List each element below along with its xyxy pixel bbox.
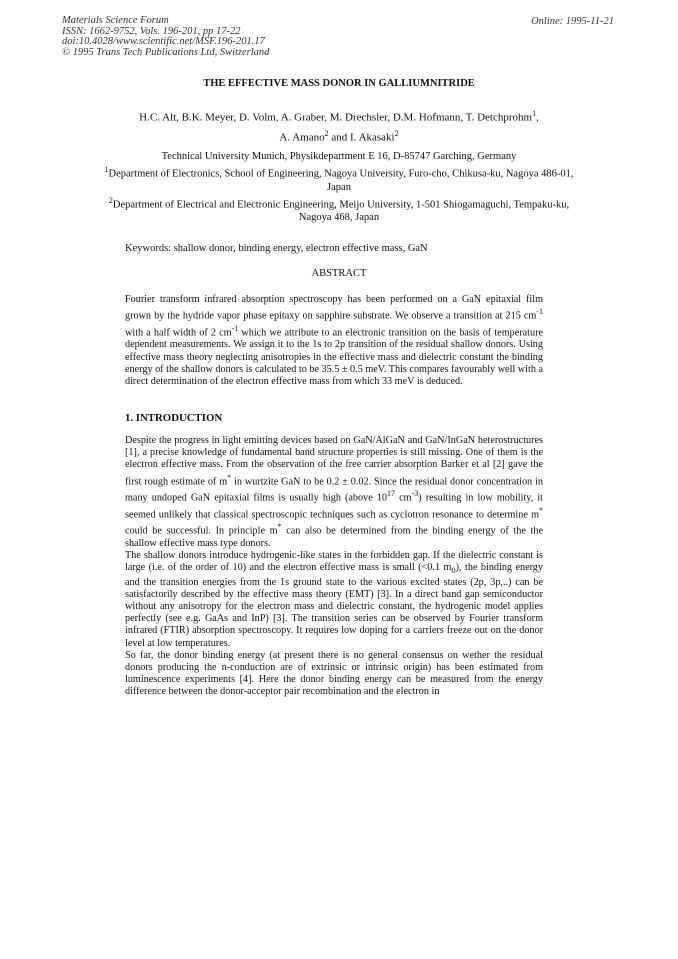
- online-date: Online: 1995-11-21: [531, 16, 614, 27]
- exponent: 17: [387, 489, 396, 499]
- intro-paragraph-2: [125, 550, 543, 650]
- authors-line-1: H.C. Alt, B.K. Meyer, D. Volm, A. Graber, M. Drechsler, D.M. Hofmann, T. Detchprohm: [139, 111, 533, 124]
- author-list: H.C. Alt, B.K. Meyer, D. Volm, A. Graber, M. Drechsler, D.M. Hofmann, T. Detchprohm$^1$, A. Amano$^2$ and I. Akasaki$^2$: [139, 109, 539, 144]
- section-heading: 1. INTRODUCTION: [125, 412, 223, 424]
- affiliation-mark: 1: [104, 165, 109, 174]
- affiliation-3-text: Department of Electrical and Electronic Engineering, Meijo University, 1-501 Shiogamaguchi, Tempaku-ku, Nagoya 468, Japan: [112, 199, 570, 223]
- superscript: *: [539, 505, 543, 515]
- affiliation-2: [100, 163, 578, 194]
- text-part: The shallow donors introduce hydrogenic-like states in the forbidden gap. If the dielectric constant is large (i.e. of the order of 10) and the electron effective mass is small (<0.1 m: [125, 550, 543, 574]
- author-mark: 2: [394, 128, 399, 138]
- affiliation-1: Technical University Munich, Physikdepartment E 16, D-85747 Garching, Germany: [161, 151, 517, 162]
- text-part: ) resulting in low mobility, it seemed unlikely that classical spectroscopic techniques such as cyclotron resonance to determine m: [125, 492, 543, 521]
- text-part: in wurtzite GaN to be 0.2 ± 0.02. Since the residual donor concentration in many undoped GaN epitaxial films is usually high (above 10: [125, 476, 543, 504]
- affiliation-2-text: Department of Electronics, School of Engineering, Nagoya University, Furo-cho, Chikusa-ku, Nagoya 486-01, Japan: [108, 168, 574, 193]
- affiliations: [100, 150, 578, 224]
- text-part: ), the binding energy and the transition energies from the 1s ground state to the various excited states (2p, 3p,..) can be satisfactorily described by the effective mass theory (EMT) [3]. In a direct band gap semiconductor without any anisotropy for the electron mass and dielectric constant, the hydrogenic model applies perfectly (see e.g. GaAs and InP) [3]. The transition series can be observed by Fourier transform infrared (FTIR) absorption spectroscopy. It requires low doping for a carriers freeze out on the donor level at low temperatures.: [125, 562, 543, 649]
- authors-line-2a: A. Amano: [279, 131, 325, 144]
- journal-name: Materials Science Forum: [62, 15, 169, 26]
- text-part: can also be determined from the binding energy of the the shallow effective mass type donors.: [125, 525, 543, 549]
- subscript: 0: [451, 565, 456, 576]
- keywords: Keywords: shallow donor, binding energy, electron effective mass, GaN: [125, 243, 428, 254]
- intro-paragraph-3: So far, the donor binding energy (at present there is no general consensus on wether the residual donors producing the n-conduction are of extrinsic or intrinsic origin) has been estimated from luminescence experiments [4]. Here the donor binding energy can be measured from the energy difference between the donor-acceptor pair recombination and the electron in: [125, 649, 543, 698]
- author-mark: 2: [324, 128, 329, 138]
- issn-line: ISSN: 1662-9752, Vols. 196-201, pp 17-22: [62, 25, 241, 37]
- introduction-text: [125, 435, 543, 699]
- text-part: Despite the progress in light emitting devices based on GaN/AlGaN and GaN/InGaN heterostructures [1], a precise knowledge of fundamental band structure properties is still missing. One of them is the electron effective mass. From the observation of the free carrier absorption Barker et al [2] gave the first rough estimate of m: [125, 435, 543, 487]
- abstract-part: Fourier transform infrared absorption spectroscopy has been performed on a GaN epitaxial film grown by the hydride vapor phase epitaxy on sapphire substrate. We observe a transition at 215 cm: [125, 294, 543, 322]
- superscript: *: [277, 522, 282, 532]
- authors-line-2b: and I. Akasaki: [328, 131, 395, 144]
- abstract-part: with a half width of 2 cm: [125, 327, 232, 339]
- doi-line: doi:10.4028/www.scientific.net/MSF.196-201.17: [62, 36, 265, 48]
- text-part: cm: [395, 492, 412, 504]
- paper-title: THE EFFECTIVE MASS DONOR IN GALLIUMNITRIDE: [203, 78, 475, 89]
- author-mark: 1: [532, 109, 537, 118]
- exponent: -3: [411, 489, 419, 499]
- affiliation-mark: 2: [108, 195, 113, 205]
- abstract-heading: ABSTRACT: [311, 268, 367, 279]
- exponent: -1: [231, 323, 239, 333]
- text-part: could be successful. In principle m: [125, 525, 278, 537]
- copyright-line: © 1995 Trans Tech Publications Ltd, Switzerland: [62, 46, 270, 58]
- exponent: -1: [536, 307, 543, 317]
- publication-metadata: [62, 16, 269, 58]
- intro-paragraph-1: [125, 435, 543, 550]
- superscript: *: [227, 472, 232, 482]
- abstract-part: which we attribute to an electronic transition on the basis of temperature dependent measurements. We assign it to the 1s to 2p transition of the residual shallow donors. Using effective mass theory neglecting anisotropies in the effective mass and dielectric constant the binding energy of the shallow donors is calculated to be 35.5 ± 0.5 meV. This compares favourably well with a direct determination of the electron effective mass from which 33 meV is deduced.: [125, 327, 543, 387]
- abstract-text: [125, 294, 543, 388]
- affiliation-3: [100, 194, 578, 225]
